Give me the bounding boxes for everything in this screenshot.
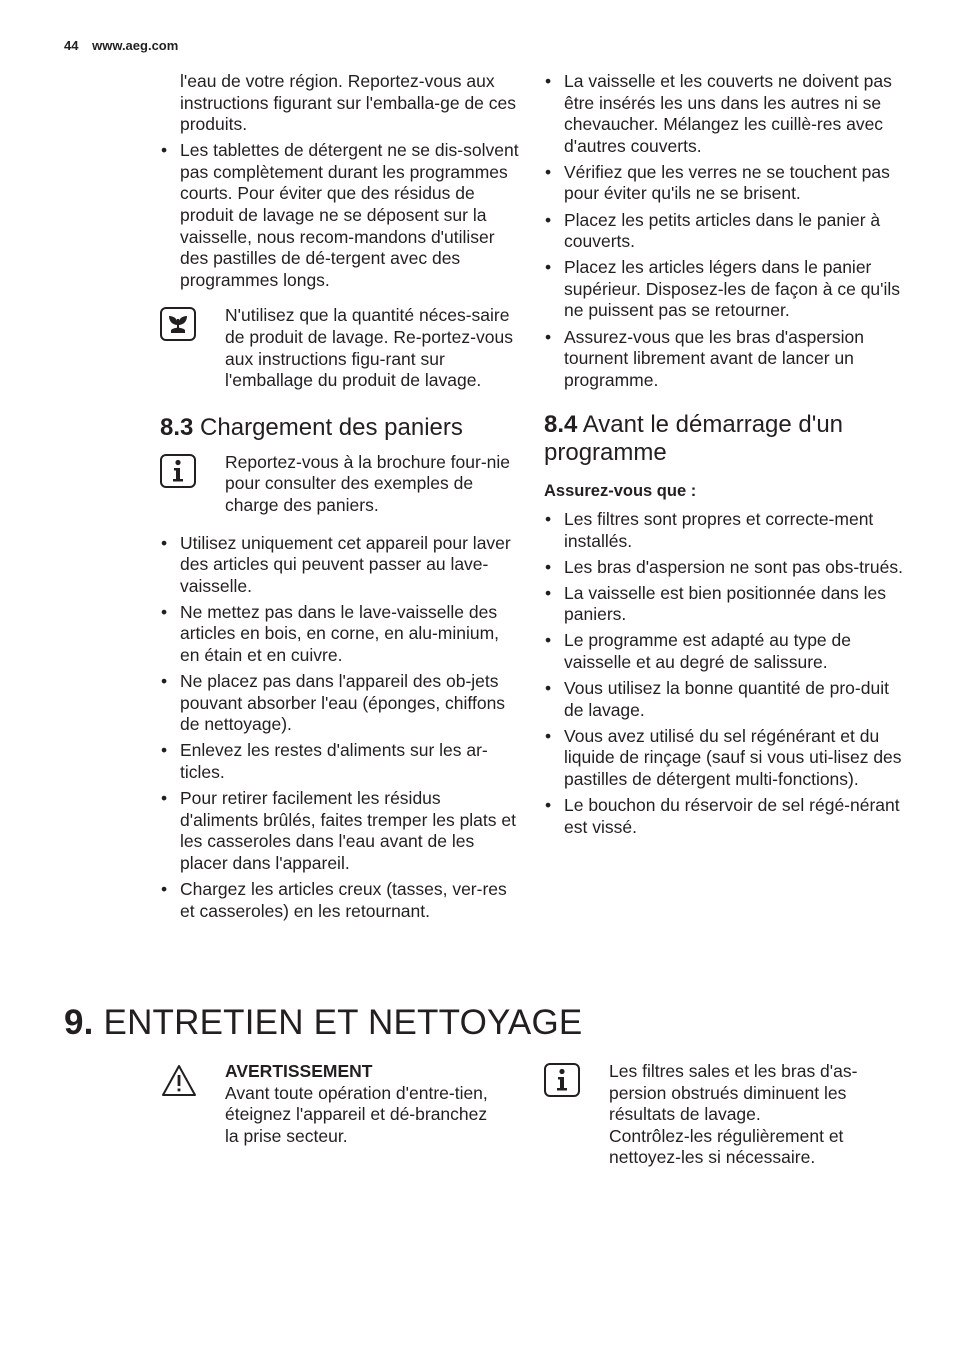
checklist-intro: Assurez-vous que : <box>544 482 697 501</box>
warning-title: AVERTISSEMENT <box>225 1061 373 1081</box>
info-note-text-2: Contrôlez-les régulièrement et nettoyez-les si nécessaire. <box>609 1125 844 1168</box>
section-title: Avant le démarrage d'un programme <box>544 411 844 467</box>
list-item: • Ne mettez pas dans le lave-vaisselle des articles en bois, en corne, en alu-minium, en étain et en cuivre. <box>160 602 520 667</box>
warning-triangle-icon <box>160 1063 198 1099</box>
website-link[interactable]: www.aeg.com <box>92 38 179 53</box>
right-column <box>544 71 904 843</box>
chapter-9-heading <box>64 1002 582 1044</box>
section-8-4-bullet-list <box>544 509 904 838</box>
list-item: • Vérifiez que les verres ne se touchent pas pour éviter qu'ils ne se brisent. <box>544 162 904 205</box>
list-item: • La vaisselle est bien positionnée dans les paniers. <box>544 583 904 626</box>
page-header <box>64 38 178 53</box>
warning-text: Avant toute opération d'entre-tien, éteignez l'appareil et dé-branchez la prise secteur. <box>225 1082 488 1146</box>
list-item: • Le programme est adapté au type de vaisselle et au degré de salissure. <box>544 630 904 673</box>
info-note-text-1: Les filtres sales et les bras d'as-persion obstrués diminuent les résultats de lavage. <box>609 1061 858 1125</box>
environment-note-text: N'utilisez que la quantité néces-saire de produit de lavage. Re-portez-vous aux instructions figu-rant sur l'emballage du produit de lavage. <box>225 305 513 391</box>
info-block <box>544 1061 889 1169</box>
environment-note <box>160 305 520 391</box>
info-note-9 <box>544 1061 889 1169</box>
section-8-3-heading <box>160 414 520 442</box>
info-icon <box>160 454 196 488</box>
list-item: • Placez les petits articles dans le panier à couverts. <box>544 210 904 253</box>
list-item: • Les tablettes de détergent ne se dis-solvent pas complètement durant les programmes courts. Pour éviter que des résidus de produit de lavage ne se déposent sur la vaisselle, nous recom-mandons d'utiliser des pastilles de dé-tergent avec des programmes longs. <box>160 140 520 291</box>
list-item: • Vous utilisez la bonne quantité de pro-duit de lavage. <box>544 678 904 721</box>
environment-leaf-icon <box>160 307 196 341</box>
info-icon <box>544 1063 580 1097</box>
intro-continuation: l'eau de votre région. Reportez-vous aux instructions figurant sur l'emballa-ge de ces produits. <box>180 71 517 135</box>
warning-block <box>160 1061 500 1147</box>
chapter-number: 9. <box>64 1003 94 1042</box>
section-number: 8.3 <box>160 413 194 441</box>
list-item: • Chargez les articles creux (tasses, ver-res et casseroles) en les retournant. <box>160 879 520 922</box>
list-item: • Les filtres sont propres et correcte-ment installés. <box>544 509 904 552</box>
page-number: 44 <box>64 38 79 53</box>
left-top-bullet-list <box>160 140 520 291</box>
section-title: Chargement des paniers <box>200 413 463 441</box>
list-item: • Assurez-vous que les bras d'aspersion tournent librement avant de lancer un programme. <box>544 327 904 392</box>
chapter-title: ENTRETIEN ET NETTOYAGE <box>103 1003 583 1042</box>
list-item: • Les bras d'aspersion ne sont pas obs-trués. <box>544 557 904 579</box>
list-item: • Placez les articles légers dans le panier supérieur. Disposez-les de façon à ce qu'ils ne puissent pas se retourner. <box>544 257 904 322</box>
list-item: • Vous avez utilisé du sel régénérant et du liquide de rinçage (sauf si vous uti-lisez des pastilles de détergent multi-fonctions). <box>544 726 904 791</box>
list-item: • Ne placez pas dans l'appareil des ob-jets pouvant absorber l'eau (éponges, chiffons de nettoyage). <box>160 671 520 736</box>
list-item: • Utilisez uniquement cet appareil pour laver des articles qui peuvent passer au lave-vaisselle. <box>160 533 520 598</box>
section-8-4-heading <box>544 411 904 467</box>
warning-note <box>160 1061 500 1147</box>
list-item: • Le bouchon du réservoir de sel régé-nérant est vissé. <box>544 795 904 838</box>
info-note-text: Reportez-vous à la brochure four-nie pour consulter des exemples de charge des paniers. <box>225 451 511 515</box>
section-number: 8.4 <box>544 411 578 439</box>
list-item: • Pour retirer facilement les résidus d'aliments brûlés, faites tremper les plats et les casseroles dans l'eau avant de les placer dans l'appareil. <box>160 788 520 874</box>
section-8-3-bullet-list <box>160 533 520 923</box>
left-column <box>160 71 520 927</box>
info-note-8-3 <box>160 452 520 517</box>
list-item: • Enlevez les restes d'aliments sur les ar-ticles. <box>160 740 520 783</box>
right-top-bullet-list <box>544 71 904 391</box>
list-item: • La vaisselle et les couverts ne doivent pas être insérés les uns dans les autres ni se chevaucher. Mélangez les cuillè-res avec d'autres couverts. <box>544 71 904 157</box>
